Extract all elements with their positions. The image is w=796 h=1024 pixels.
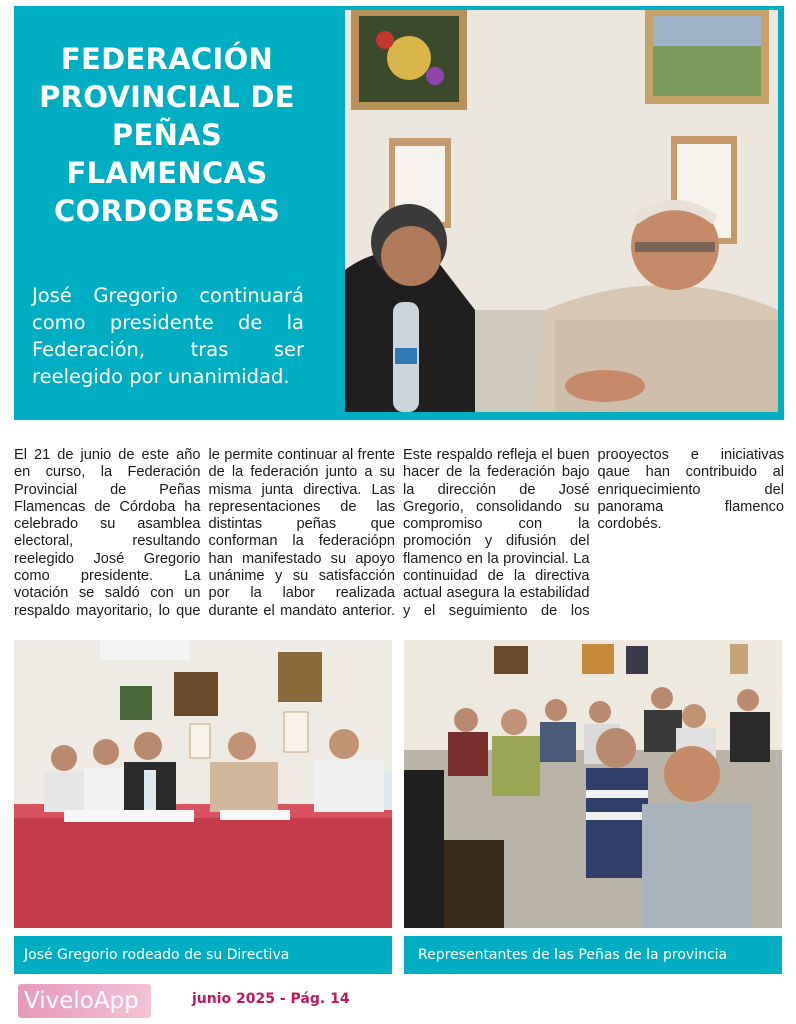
representantes-photo xyxy=(404,640,782,928)
article-body xyxy=(14,447,784,629)
viveloapp-logo[interactable]: ViveloApp xyxy=(18,984,151,1018)
article-text: El 21 de junio de este año en curso, la Federación Provincial de Peñas Flamencas de Córdoba ha celebrado su asamblea electoral, resultando reelegido José Gregorio como presidente. La votación se saldó con un respaldo mayoritario, lo que le permite continuar al frente de la federación junto a su misma junta directiva. Las representaciones de las distintas peñas que conforman la federacióрn han manifestado su apoyo unánime y su satisfacción por la labor realizada durante el mandato anterior. Este respaldo refleja el buen hacer de la federación bajo la dirección de José Gregorio, consolidando su compromiso con la promoción y difusión del flamenco en la provincial. La continuidad de la directiva actual asegura la estabilidad y el seguimiento de los prooyectos e iniciativas qaue han contribuido al enriquecimiento del panorama flamenco cordobés. xyxy=(14,447,784,619)
caption-directiva: José Gregorio rodeado de su Directiva xyxy=(14,936,392,974)
main-photo xyxy=(345,10,778,412)
directiva-photo xyxy=(14,640,392,928)
caption-representantes: Representantes de las Peñas de la provincia xyxy=(404,936,782,974)
page-title: FEDERACIÓN PROVINCIAL DE PEÑAS FLAMENCAS CORDOBESAS xyxy=(39,42,295,228)
page-subtitle: José Gregorio continuará como presidente de la Federación, tras ser reelegido por unanimidad. xyxy=(32,284,304,388)
page-info: junio 2025 - Pág. 14 xyxy=(192,991,350,1007)
